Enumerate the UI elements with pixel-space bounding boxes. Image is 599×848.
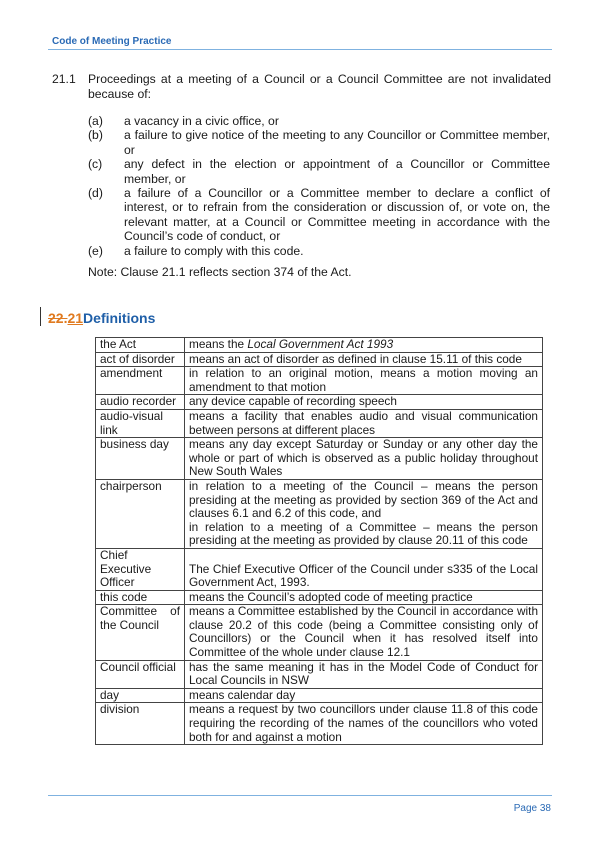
item-letter: (a)	[88, 114, 103, 128]
table-row	[96, 703, 543, 745]
definition-cell: means a facility that enables audio and visual communication between persons at different places	[185, 409, 543, 437]
term-cell: Chief Executive Officer	[96, 548, 185, 590]
definition-cell: in relation to an original motion, means a motion moving an amendment to that motion	[185, 367, 543, 395]
definition-cell: any device capable of recording speech	[185, 395, 543, 410]
footer-divider	[48, 795, 552, 796]
definition-italic-text: Local Government Act 1993	[247, 337, 394, 351]
term-cell: the Act	[96, 338, 185, 353]
table-row	[96, 438, 543, 480]
table-row	[96, 605, 543, 660]
clause-item-list	[88, 114, 550, 258]
table-row	[96, 338, 543, 353]
list-item	[88, 244, 550, 258]
term-cell: amendment	[96, 367, 185, 395]
definition-cell: means a Committee established by the Council in accordance with clause 20.2 of this code (being a Committee consisting only of Councillors) or the Council when it has resolved itself into Committee of the whole under clause 12.1	[185, 605, 543, 660]
list-item	[88, 128, 550, 157]
definition-cell: The Chief Executive Officer of the Council under s335 of the Local Government Act, 1993.	[185, 548, 543, 590]
list-item	[88, 186, 550, 244]
term-cell: act of disorder	[96, 352, 185, 367]
definitions-table	[95, 337, 543, 745]
table-row	[96, 548, 543, 590]
item-letter: (d)	[88, 186, 103, 201]
revision-change-bar	[40, 307, 41, 326]
item-text: a vacancy in a civic office, or	[124, 114, 279, 128]
term-cell: audio-visual link	[96, 409, 185, 437]
item-text: any defect in the election or appointment of a Councillor or Committee member, or	[124, 157, 550, 186]
definition-cell: means a request by two councillors under clause 11.8 of this code requiring the recording of the names of the councillors who voted both for and against a motion	[185, 703, 543, 745]
table-row	[96, 409, 543, 437]
item-text: a failure of a Councillor or a Committee member to declare a conflict of interest, or to refrain from the consideration or discussion of, or vote on, the relevant matter, at a Council or Committee meeting in accordance with the Council’s code of conduct, or	[124, 186, 550, 244]
definition-text: means the	[189, 337, 248, 351]
table-row	[96, 479, 543, 548]
table-row	[96, 590, 543, 605]
item-text: a failure to give notice of the meeting to any Councillor or Committee member, or	[124, 128, 550, 157]
term-cell: Committee of the Council	[96, 605, 185, 660]
header-divider	[48, 49, 552, 50]
table-row	[96, 688, 543, 703]
page-number: Page 38	[513, 803, 551, 814]
definition-cell: means calendar day	[185, 688, 543, 703]
term-cell: Council official	[96, 660, 185, 688]
table-row	[96, 367, 543, 395]
term-cell: audio recorder	[96, 395, 185, 410]
item-letter: (e)	[88, 243, 103, 258]
term-cell: chairperson	[96, 479, 185, 548]
definition-cell	[185, 479, 543, 548]
item-letter: (c)	[88, 157, 103, 172]
deleted-section-number: 22.	[48, 310, 68, 326]
table-row	[96, 660, 543, 688]
table-row	[96, 395, 543, 410]
definition-cell: means an act of disorder as defined in clause 15.11 of this code	[185, 352, 543, 367]
definition-text: in relation to a meeting of the Council – means the person presiding at the meeting as provided by section 369 of the Act and clauses 6.1 and 6.2 of this code, and	[189, 478, 538, 521]
clause-number: 21.1	[52, 72, 76, 86]
definition-cell: means the Council’s adopted code of meeting practice	[185, 590, 543, 605]
section-title: Definitions	[83, 310, 156, 326]
document-header-title: Code of Meeting Practice	[52, 36, 172, 47]
term-cell: day	[96, 688, 185, 703]
clause-note: Note: Clause 21.1 reflects section 374 of the Act.	[88, 265, 352, 279]
item-text: a failure to comply with this code.	[124, 243, 304, 258]
list-item	[88, 114, 550, 128]
term-cell: this code	[96, 590, 185, 605]
definition-cell: has the same meaning it has in the Model Code of Conduct for Local Councils in NSW	[185, 660, 543, 688]
definition-text-continued: in relation to a meeting of a Committee – means the person presiding at the meeting as provided by clause 20.11 of this code	[189, 519, 538, 548]
inserted-section-number: 21	[67, 310, 84, 326]
table-row	[96, 352, 543, 367]
list-item	[88, 157, 550, 186]
definition-cell	[185, 338, 543, 353]
term-cell: division	[96, 703, 185, 745]
clause-text: Proceedings at a meeting of a Council or a Council Committee are not invalidated because of:	[88, 72, 551, 101]
section-heading	[48, 310, 155, 326]
definition-cell: means any day except Saturday or Sunday or any other day the whole or part of which is observed as a public holiday throughout New South Wales	[185, 438, 543, 480]
term-cell: business day	[96, 438, 185, 480]
item-letter: (b)	[88, 128, 103, 143]
